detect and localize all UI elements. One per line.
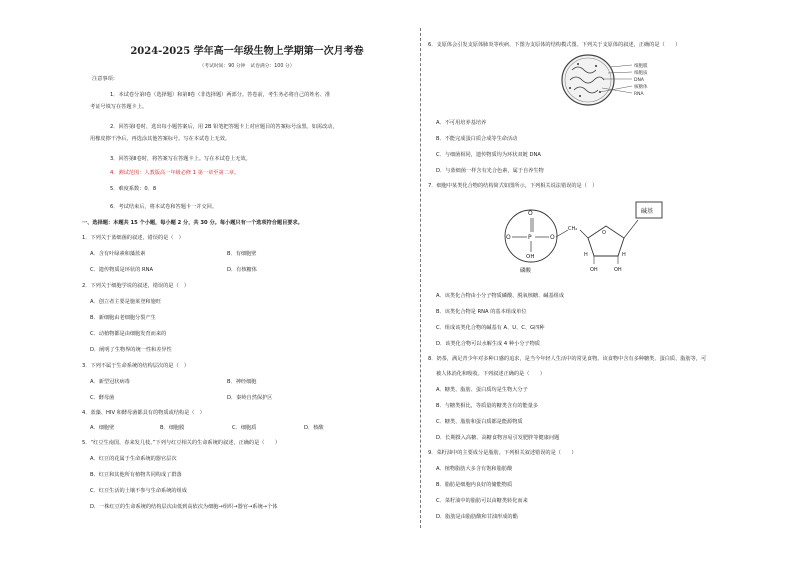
option: B．细胞膜 <box>160 425 185 431</box>
question-stem: 8．奶茶，满足青少年对多种口感的追求，是当今年轻人生活中的常见食物。该食物中含有多种糖类、蛋白质、脂肪等，可 <box>428 356 707 362</box>
option: A．含有叶绿素和藻蓝素 <box>90 251 146 257</box>
option: B．神经细胞 <box>227 379 257 385</box>
oxygen-label: O <box>550 234 555 241</box>
notice-item: 2．回答第Ⅰ卷时，选出每小题答案后，用 2B 铅笔把答题卡上对应题目的答案标号涂黑。如需改动， <box>110 124 338 130</box>
option: C．酵母菌 <box>90 395 115 401</box>
oxygen-label: O <box>506 234 511 241</box>
diagram-label: RNA <box>634 92 644 97</box>
option: A．新型冠状病毒 <box>90 379 130 385</box>
option: D．脂肪是由脂肪酸和甘油形成的酯 <box>436 514 518 520</box>
notice-item: 考证号填写在答题卡上。 <box>90 104 148 110</box>
option: D．阐明了生物界的统一性和差异性 <box>90 347 172 353</box>
question-stem: 4．蓝藻、HIV 和酵母菌都具有的物质或结构是（ ） <box>82 410 205 416</box>
option: A．糖类、脂肪、蛋白质均是生物大分子 <box>436 387 528 393</box>
column-divider <box>420 28 421 528</box>
phosphate-label: 磷酸 <box>520 268 532 274</box>
option: D．与蓝细菌一样含有光合色素，属于自养生物 <box>436 168 544 174</box>
diagram-label: 细胞膜 <box>634 64 648 69</box>
option: A．植物脂肪大多含有饱和脂肪酸 <box>436 466 513 472</box>
hydrogen-label: H <box>584 252 588 258</box>
question-stem: 9．菜籽油中的主要成分是脂肪。下列相关叙述错误的是（ ） <box>428 450 577 456</box>
base-label: 碱基 <box>641 208 654 215</box>
question-stem: 5．“红豆生南国，春来发几枝。”下列与红豆相关的生命系统的叙述，正确的是（ ） <box>82 440 281 446</box>
option: A．该类化合物由小分子物质磷酸、脱氧核糖、碱基组成 <box>436 293 565 299</box>
option: C．组成该类化合物的碱基有 A、U、C、G四种 <box>436 325 545 331</box>
oxygen-label: O <box>528 210 533 217</box>
option: C．与细菌相同，遗传物质均为环状双链 DNA <box>436 152 541 158</box>
section-heading: 一、选择题：本题共 15 个小题，每小题 2 分，共 30 分。每小题只有一个选项符合题目要求。 <box>82 220 303 226</box>
exam-title: 2024-2025 学年高一年级生物上学期第一次月考卷 <box>130 46 364 57</box>
question-stem-continued: 被人体消化和吸收。下列叙述正确的是（ ） <box>436 371 545 377</box>
hydroxyl-label: OH <box>526 254 535 260</box>
exam-subtitle: （考试时间：90 分钟 试卷满分：100 分） <box>199 64 295 69</box>
mycoplasma-diagram <box>558 52 668 108</box>
option: B．有细胞壁 <box>227 251 257 257</box>
option: D．秦岭自然保护区 <box>227 395 273 401</box>
diagram-label: 核糖体 <box>634 85 648 90</box>
notice-item: 3．回答第Ⅱ卷时，将答案写在答题卡上。写在本试卷上无效。 <box>110 156 251 162</box>
notice-item: 用橡皮擦干净后，再选涂其他答案标号。写在本试卷上无效。 <box>90 136 231 142</box>
question-stem: 7．细胞中某类化合物的结构简式如图所示，下列相关说法错误的是（ ） <box>428 183 598 189</box>
question-stem: 3．下列不属于生命系统的结构层次的是（ ） <box>82 363 190 369</box>
option: D．一株红豆的生命系统的结构层次由低到高依次为细胞→组织→器官→系统→个体 <box>90 504 278 510</box>
option: B．该类化合物是 RNA 的基本组成单位 <box>436 309 527 315</box>
notice-item-scope: 4．测试范围：人教版高一年级必修 1 第一章至第二章。 <box>110 170 240 176</box>
option: B．新细胞由老细胞分裂产生 <box>90 315 156 321</box>
option: A．创立者主要是施莱登和施旺 <box>90 299 161 305</box>
diagram-label: 细胞质 <box>634 71 648 76</box>
option: D．长期摄入高糖、高糖食物容易引发肥胖等健康问题 <box>436 435 560 441</box>
notice-header: 注意事项： <box>92 76 118 82</box>
question-stem: 1．下列关于蓝细菌的叙述，错误的是（ ） <box>82 235 184 241</box>
ch2-label: CH₂ <box>568 226 578 232</box>
option: D．核酸 <box>304 425 324 431</box>
option: C．红豆生活的土壤不参与生命系统的组成 <box>90 488 187 494</box>
ring-oxygen-label: O <box>602 230 606 236</box>
option: D．该类化合物可以水解生成 4 种小分子物质 <box>436 341 540 347</box>
option: B．脂肪是细胞内良好的储能物质 <box>436 482 513 488</box>
hydrogen-label: H <box>622 252 626 258</box>
option: C．遗传物质是环状的 RNA <box>90 267 153 273</box>
notice-item: 5．难度系数：0．8 <box>110 186 157 192</box>
phosphorus-label: P <box>528 234 532 241</box>
diagram-label: DNA <box>634 78 644 83</box>
option: C．动植物都是由细胞发育而来的 <box>90 331 167 337</box>
notice-item: 1．本试卷分第Ⅰ卷（选择题）和第Ⅱ卷（非选择题）两部分。答卷前，考生务必将自己的姓名、准 <box>110 92 331 98</box>
notice-item: 6．考试结束后，将本试卷和答题卡一并交回。 <box>110 204 218 210</box>
option: D．有核糖体 <box>227 267 257 273</box>
question-stem: 6．支原体会引发支原体肺炎等疾病，下图为支原体的结构模式图。下列关于支原体的叙述，正确的是（ ） <box>428 42 681 48</box>
option: A．红豆的花属于生命系统的器官层次 <box>90 456 177 462</box>
hydroxyl-label: OH <box>614 267 622 273</box>
hydroxyl-label: OH <box>590 267 598 273</box>
option: B．与糖类相比，等质量的糖类含有的能量多 <box>436 403 539 409</box>
option: A．细胞壁 <box>90 425 115 431</box>
option: C．糖类、脂肪和蛋白质都是能源物质 <box>436 419 523 425</box>
option: B．红豆和其他所有植物共同构成了群落 <box>90 472 182 478</box>
option: A．不可用培养基培养 <box>436 120 487 126</box>
option: C．细胞质 <box>232 425 257 431</box>
option: B．不能完成蛋白质合成等生命活动 <box>436 136 518 142</box>
nucleotide-diagram <box>498 194 698 278</box>
option: C．菜籽油中的脂肪可以由糖类转化而来 <box>436 498 528 504</box>
question-stem: 2．下列关于细胞学说的叙述，错误的是（ ） <box>82 283 190 289</box>
